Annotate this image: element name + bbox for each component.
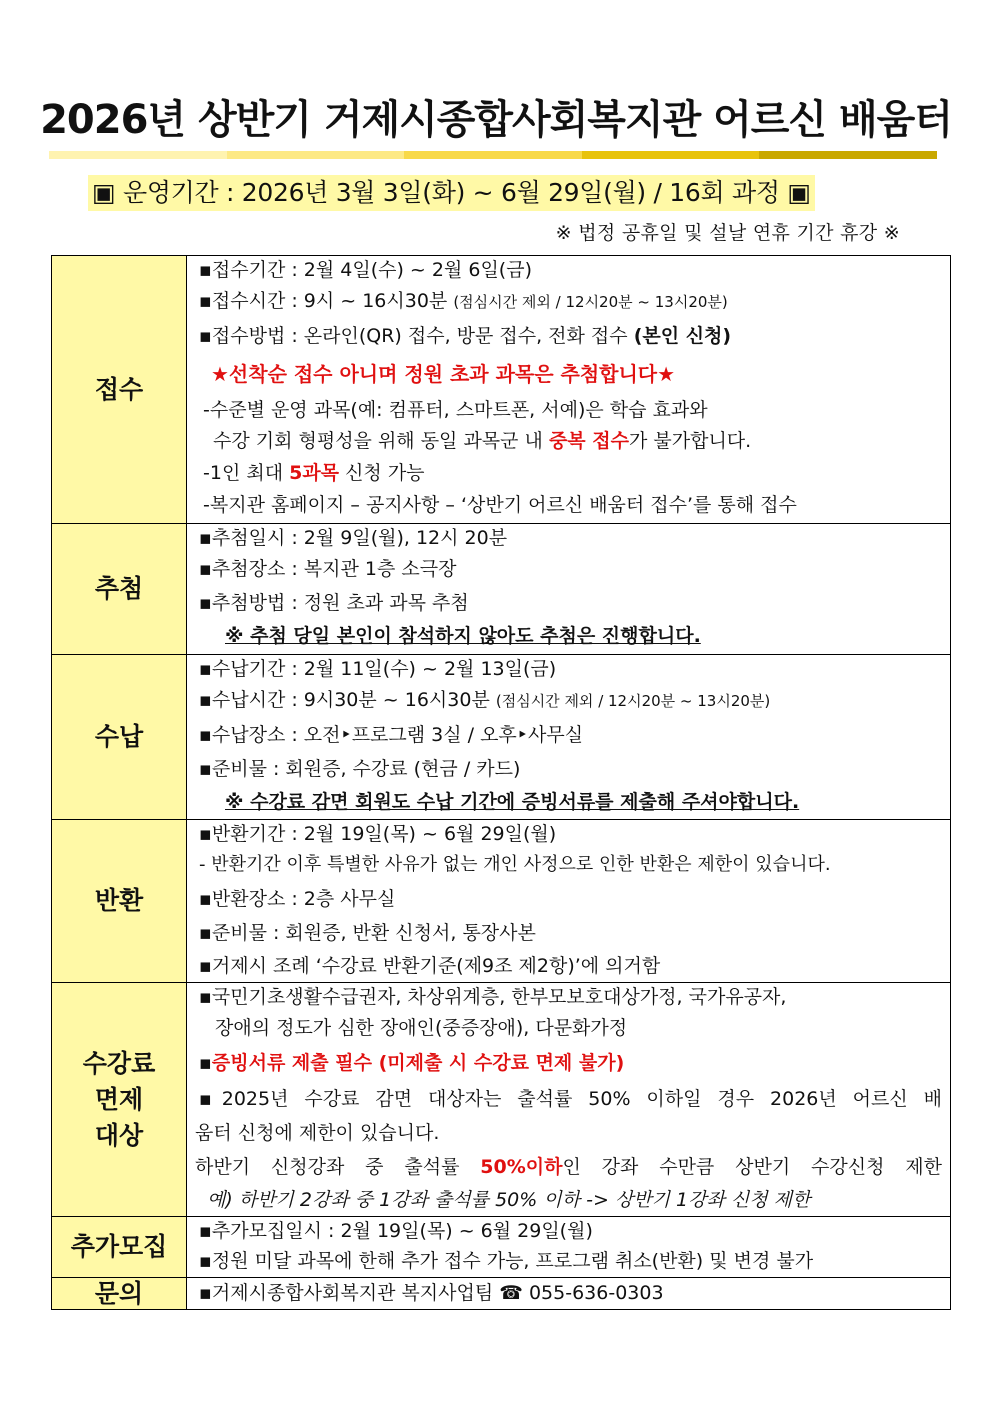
reception-period: ▪접수기간 : 2월 4일(수) ~ 2월 6일(금) [199, 259, 532, 281]
payment-note-text: ※ 수강료 감면 회원도 수납 기간에 증빙서류를 제출해 주셔야합니다. [225, 791, 800, 813]
row-refund [52, 820, 951, 983]
head-inquiry: 문의 [52, 1278, 187, 1310]
lottery-note-text: ※ 추첨 당일 본인이 참석하지 않아도 추첨은 진행합니다. [225, 625, 701, 647]
head-refund: 반환 [52, 820, 187, 983]
payment-time-note: (점심시간 제외 / 12시20분 ~ 13시20분) [495, 692, 771, 710]
row-inquiry [52, 1278, 951, 1310]
payment-time [199, 683, 942, 718]
exemption-line-7: 예) 하반기 2강좌 중 1강좌 출석률 50% 이하 -> 상반기 1강좌 신청 제한 [207, 1189, 811, 1211]
reception-method-bold: (본인 신청) [633, 325, 732, 347]
row-additional [52, 1217, 951, 1278]
body-refund [187, 820, 951, 983]
lottery-place: ▪추첨장소 : 복지관 1층 소극장 [199, 558, 457, 580]
holiday-note: ※ 법정 공휴일 및 설날 연휴 기간 휴강 ※ [555, 222, 900, 244]
body-additional [187, 1217, 951, 1278]
lottery-note [199, 620, 942, 653]
reception-note-1: -수준별 운영 과목(예: 컴퓨터, 스마트폰, 서예)은 학습 효과와 [203, 399, 708, 421]
body-inquiry [187, 1278, 951, 1310]
head-lottery: 추첨 [52, 524, 187, 655]
body-lottery [187, 524, 951, 655]
head-payment: 수납 [52, 655, 187, 820]
reception-note-4: -복지관 홈페이지 – 공지사항 – ‘상반기 어르신 배움터 접수’를 통해 접수 [203, 494, 797, 516]
lottery-date: ▪추첨일시 : 2월 9일(월), 12시 20분 [199, 527, 508, 549]
refund-period: ▪반환기간 : 2월 19일(목) ~ 6월 29일(월) [199, 823, 557, 845]
title-underline-bar [49, 151, 937, 159]
payment-place: ▪수납장소 : 오전‣프로그램 3실 / 오후‣사무실 [199, 724, 584, 746]
reception-note-2a: 수강 기회 형평성을 위해 동일 과목군 내 [213, 430, 543, 452]
exemption-head-2: 면제 [94, 1084, 144, 1114]
reception-time-text: ▪접수시간 : 9시 ~ 16시30분 [199, 290, 448, 312]
reception-note-3b: 신청 가능 [345, 462, 425, 484]
refund-note: - 반환기간 이후 특별한 사유가 없는 개인 사정으로 인한 반환은 제한이 있습니다. [199, 854, 831, 875]
row-reception [52, 256, 951, 524]
reception-note-3a: -1인 최대 [203, 462, 284, 484]
body-reception [187, 256, 951, 524]
exemption-line-2: 장애의 정도가 심한 장애인(중증장애), 다문화가정 [215, 1017, 628, 1039]
reception-method-text: ▪접수방법 : 온라인(QR) 접수, 방문 접수, 전화 접수 [199, 325, 628, 347]
reception-method [199, 319, 942, 353]
exemption-line-6-red: 50%이하 [480, 1156, 563, 1178]
exemption-head-1: 수강료 [82, 1048, 156, 1078]
head-reception: 접수 [52, 256, 187, 524]
exemption-line-6a: 하반기 신청강좌 중 출석률 [195, 1156, 460, 1178]
reception-time [199, 284, 942, 319]
exemption-line-6b: 인 강좌 수만큼 상반기 수강신청 제한 [562, 1156, 942, 1178]
exemption-line-3 [195, 1045, 942, 1081]
exemption-line-6 [195, 1149, 942, 1185]
exemption-line-1: ▪국민기초생활수급권자, 차상위계층, 한부모보호대상가정, 국가유공자, [199, 986, 787, 1008]
body-payment [187, 655, 951, 820]
body-exemption [187, 983, 951, 1217]
lottery-method: ▪추첨방법 : 정원 초과 과목 추첨 [199, 592, 469, 614]
payment-note [199, 786, 942, 819]
exemption-head-3: 대상 [94, 1120, 144, 1150]
reception-note-3-red: 5과목 [289, 462, 340, 484]
row-payment [52, 655, 951, 820]
refund-rule: ▪거제시 조례 ‘수강료 반환기준(제9조 제2항)’에 의거함 [199, 955, 661, 977]
payment-time-text: ▪수납시간 : 9시30분 ~ 16시30분 [199, 689, 490, 711]
payment-items: ▪준비물 : 회원증, 수강료 (현금 / 카드) [199, 758, 521, 780]
refund-items: ▪준비물 : 회원증, 반환 신청서, 통장사본 [199, 922, 536, 944]
head-additional: 추가모집 [52, 1217, 187, 1278]
row-lottery [52, 524, 951, 655]
lottery-notice: ★선착순 접수 아니며 정원 초과 과목은 추첨합니다★ [211, 362, 676, 386]
page-title: 2026년 상반기 거제시종합사회복지관 어르신 배움터 [40, 97, 952, 143]
additional-date: ▪추가모집일시 : 2월 19일(목) ~ 6월 29일(월) [199, 1220, 593, 1242]
payment-period: ▪수납기간 : 2월 11일(수) ~ 2월 13일(금) [199, 658, 557, 680]
reception-note-3 [199, 457, 942, 489]
exemption-line-5: 움터 신청에 제한이 있습니다. [195, 1122, 440, 1144]
exemption-line-3-bullet: ▪ [199, 1052, 212, 1074]
info-table [51, 255, 951, 1310]
exemption-line-3-red: 증빙서류 제출 필수 (미제출 시 수강료 면제 불가) [211, 1052, 625, 1074]
refund-place: ▪반환장소 : 2층 사무실 [199, 888, 396, 910]
head-exemption [52, 983, 187, 1217]
reception-time-note: (점심시간 제외 / 12시20분 ~ 13시20분) [453, 293, 728, 311]
reception-note-2-red: 중복 접수 [548, 430, 629, 452]
inquiry-text: ▪거제시종합사회복지관 복지사업팀 ☎ 055-636-0303 [199, 1282, 664, 1304]
row-exemption [52, 983, 951, 1217]
additional-note: ▪정원 미달 과목에 한해 추가 접수 가능, 프로그램 취소(반환) 및 변경 불가 [199, 1250, 814, 1272]
operation-period: ▣ 운영기간 : 2026년 3월 3일(화) ~ 6월 29일(월) / 16회 과정 ▣ [88, 175, 815, 211]
reception-note-2 [199, 425, 942, 457]
exemption-line-4: ▪2025년 수강료 감면 대상자는 출석률 50% 이하일 경우 2026년 어르신 배 [199, 1088, 942, 1110]
reception-note-2b: 가 불가합니다. [628, 430, 752, 452]
